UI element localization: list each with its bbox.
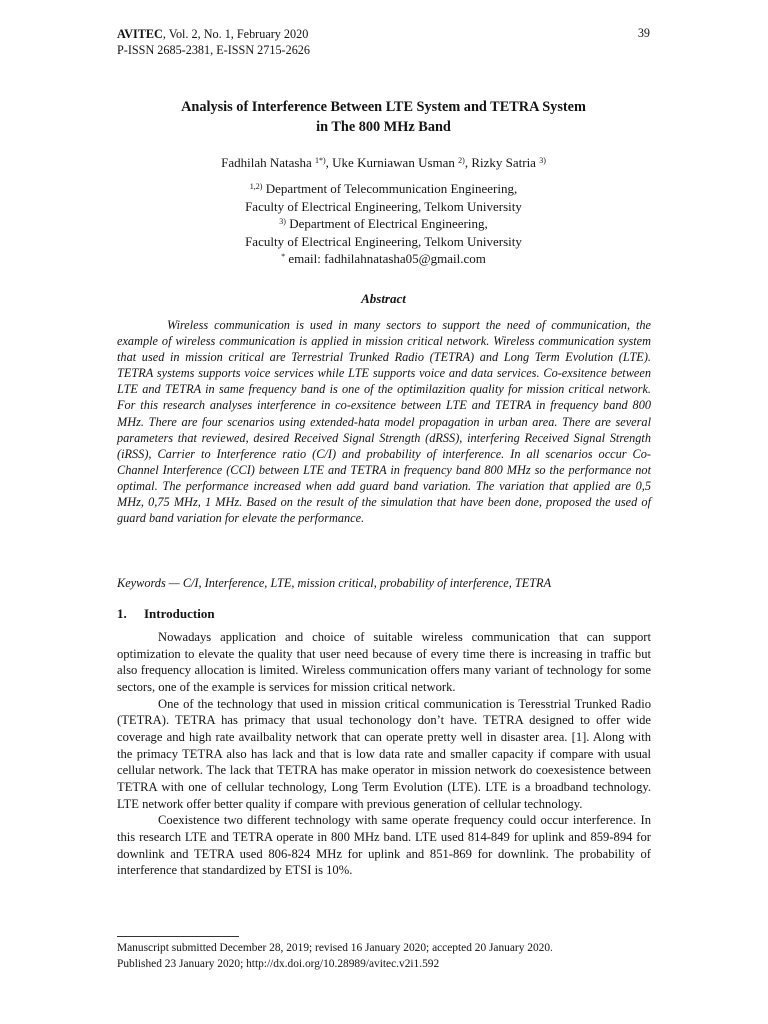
paragraph: One of the technology that used in mission critical communication is Teresstrial Trunked Radio (TETRA). TETRA has primacy that usual techonology don’t have. TETRA designed to offer wide coverage and high rate availbality network that can operate pretty well in disaster area. [1]. Along with the primacy TETRA also has lack and that is low data rate and smaller capacity if compare with usual cellular network. The lack that TETRA has make operator in mission network do coexesistence between TETRA with one of cellular technology, Long Term Evolution (LTE). LTE is a broadband technology. LTE network offer better quality if compare with previous generation of cellular technology. [117, 696, 651, 811]
footnote-divider [117, 936, 239, 937]
section-title: Introduction [144, 606, 215, 621]
author-list [117, 154, 650, 172]
title-line-2: in The 800 MHz Band [316, 119, 451, 135]
author-3-marker: 3) [539, 156, 546, 165]
introduction-body [117, 629, 651, 879]
author-1: Fadhilah Natasha [221, 155, 315, 170]
author-2-marker: 2) [458, 156, 465, 165]
running-header [117, 26, 310, 58]
affiliation-2-faculty: Faculty of Electrical Engineering, Telkom University [245, 233, 522, 249]
footnote-line-2: Published 23 January 2020; http://dx.doi.org/10.28989/avitec.v2i1.592 [117, 958, 440, 970]
section-number: 1. [117, 606, 127, 621]
journal-name: AVITEC [117, 27, 163, 41]
page-number: 39 [637, 26, 650, 40]
footnote-line-1: Manuscript submitted December 28, 2019; revised 16 January 2020; accepted 20 January 2020. [117, 942, 553, 954]
affiliation-2-department [117, 215, 650, 233]
affiliations [117, 180, 650, 268]
paper-title [117, 97, 650, 137]
title-line-1: Analysis of Interference Between LTE System and TETRA System [181, 99, 586, 115]
corresponding-email [117, 250, 650, 268]
journal-volume: , Vol. 2, No. 1, February 2020 [162, 27, 309, 41]
author-2: , Uke Kurniawan Usman [325, 155, 459, 170]
email-text: email: fadhilahnatasha05@gmail.com [285, 251, 486, 266]
affiliation-1-department [117, 180, 650, 198]
journal-issn: P-ISSN 2685-2381, E-ISSN 2715-2626 [117, 43, 310, 57]
section-heading [117, 606, 215, 622]
keywords: Keywords — C/I, Interference, LTE, mission critical, probability of interference, TETRA [117, 576, 552, 590]
abstract-body: Wireless communication is used in many sectors to support the need of communication, the example of wireless communication is applied in mission critical network. Wireless communication system that used in mission critical are Terrestrial Trunked Radio (TETRA) and Long Term Evolution (LTE). TETRA systems supports voice services while LTE supports voice and data services. Co-exsitence between LTE and TETRA in same frequency band is one of the optimilazition quality for mission critical network. For this research analyses interference in co-exsitence between LTE and TETRA in frequency band 800 MHz. There are four scenarios using extended-hata model propagation in urban area. There are several parameters that reviewed, desired Received Signal Strength (dRSS), interfering Received Signal Strength (iRSS), Carrier to Interference ratio (C/I) and probability of interference. In all scenarios occur Co-Channel Interference (CCI) between LTE and TETRA in frequency band 800 MHz so the performance not optimal. The performance increased when add guard band variation. The variation that applied are 0,5 MHz, 0,75 MHz, 1 MHz. Based on the result of the simulation that have been done, proposed the used of guard band variation for elevate the performance. [117, 318, 651, 526]
author-3: , Rizky Satria [464, 155, 540, 170]
paragraph: Nowadays application and choice of suitable wireless communication that can support optimization to elevate the quality that user need because of every time there is increasing in traffic but also frequency allocation is limited. Wireless communication offers many variant of technology for some sectors, one of the example is services for mission critical network. [117, 630, 651, 694]
affiliation-1-marker: 1,2) [249, 182, 263, 191]
paragraph: Coexistence two different technology with same operate frequency could occur interference. In this research LTE and TETRA operate in 800 MHz band. LTE used 814-849 for uplink and 859-894 for downlink and TETRA used 806-824 MHz for uplink and 851-869 for downlink. The probability of interference that standardized by ETSI is 10%. [117, 813, 651, 878]
abstract-heading: Abstract [361, 291, 406, 306]
footnote [117, 940, 651, 972]
author-1-marker: 1*) [314, 156, 326, 165]
affiliation-1-dept-text: Department of Telecommunication Engineering, [262, 181, 518, 196]
affiliation-2-dept-text: Department of Electrical Engineering, [285, 216, 488, 231]
email-marker: * [281, 252, 286, 261]
journal-citation [117, 26, 310, 42]
affiliation-1-faculty: Faculty of Electrical Engineering, Telkom University [245, 198, 522, 214]
affiliation-2-marker: 3) [279, 217, 286, 226]
